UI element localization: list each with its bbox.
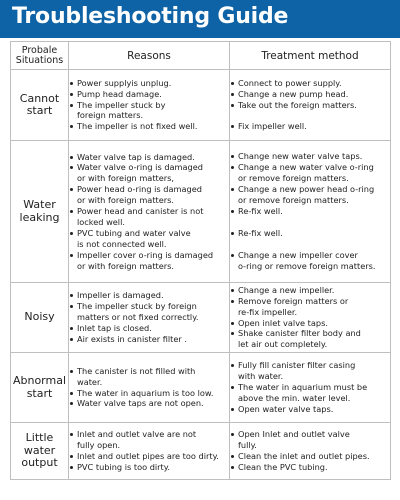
treatment-text: re-fix impeller. xyxy=(238,306,298,317)
treatment-text: Clean the inlet and outlet pipes. xyxy=(238,451,370,461)
treatment-text: Fully fill canister filter casing xyxy=(238,360,356,371)
reason-text: fully open. xyxy=(77,440,121,451)
situation-label: Little xyxy=(25,431,54,445)
reason-text: or with foreign matters, xyxy=(77,173,175,184)
treatment-list xyxy=(230,285,390,350)
treatment-item xyxy=(230,250,390,272)
treatment-item xyxy=(230,100,390,111)
table-row xyxy=(11,141,391,283)
reason-item xyxy=(69,334,229,345)
list-spacer xyxy=(230,217,390,228)
list-spacer xyxy=(230,239,390,250)
treatment-item xyxy=(230,151,390,162)
header-situation-line: Situations xyxy=(15,54,64,66)
treatment-cell xyxy=(230,283,391,353)
treatment-text: Open inlet valve taps. xyxy=(238,317,328,328)
situation-cell xyxy=(11,70,69,141)
list-spacer xyxy=(230,110,390,121)
reason-text: Impeller is damaged. xyxy=(77,290,164,301)
treatment-text: Re-fix well. xyxy=(238,227,283,238)
reason-text: The impeller stuck by foreign xyxy=(77,301,197,312)
treatment-text: Remove foreign matters or xyxy=(238,295,349,306)
reason-text: The water in aquarium is too low. xyxy=(77,387,214,398)
treatment-text: o-ring or remove foreign matters. xyxy=(238,260,376,271)
treatment-item xyxy=(230,462,390,473)
situation-cell xyxy=(11,423,69,480)
header-situation xyxy=(11,42,69,70)
treatment-item xyxy=(230,360,390,382)
reason-text: Air exists in canister filter . xyxy=(77,333,187,344)
situation-label: water xyxy=(23,443,56,457)
reason-list xyxy=(69,78,229,133)
situation-label: Water xyxy=(23,198,56,211)
treatment-text: Shake canister filter body and xyxy=(238,328,361,339)
reason-item xyxy=(69,451,229,462)
treatment-list xyxy=(230,78,390,133)
situation-label: Noisy xyxy=(24,310,55,324)
header-reasons: Reasons xyxy=(69,42,230,70)
reason-text: is not connected well. xyxy=(77,238,167,249)
reason-text: Inlet and outlet valve are not xyxy=(77,429,197,440)
reason-item xyxy=(69,250,229,272)
treatment-list xyxy=(230,151,390,271)
situation-label: Abnormal xyxy=(12,374,67,387)
reason-text: The canister is not filled with xyxy=(77,365,196,376)
treatment-list xyxy=(230,360,390,415)
treatment-item xyxy=(230,78,390,89)
treatment-text: Change new water valve taps. xyxy=(238,151,363,162)
reason-item xyxy=(69,398,229,409)
treatment-text: fully. xyxy=(238,440,257,451)
reason-item xyxy=(69,121,229,132)
treatment-list xyxy=(230,429,390,473)
reason-cell xyxy=(69,283,230,353)
reason-text: PVC tubing is too dirty. xyxy=(77,461,171,472)
reason-text: Water valve tap is damaged. xyxy=(77,151,195,162)
treatment-text: Change a new power head o-ring xyxy=(238,184,375,195)
table-row xyxy=(11,353,391,423)
treatment-text: Clean the PVC tubing. xyxy=(238,461,328,472)
treatment-item xyxy=(230,206,390,217)
reason-cell xyxy=(69,353,230,423)
reason-text: or with foreign matters. xyxy=(77,195,175,206)
treatment-text: Take out the foreign matters. xyxy=(238,99,357,110)
treatment-item xyxy=(230,89,390,100)
table-row xyxy=(11,283,391,353)
reason-item xyxy=(69,100,229,122)
treatment-cell xyxy=(230,423,391,480)
treatment-item xyxy=(230,285,390,296)
reason-text: foreign matters. xyxy=(77,110,144,121)
reason-item xyxy=(69,162,229,184)
treatment-item xyxy=(230,318,390,329)
reason-item xyxy=(69,366,229,388)
reason-text: Impeller cover o-ring is damaged xyxy=(77,249,214,260)
title-banner xyxy=(0,0,400,38)
treatment-text: Fix impeller well. xyxy=(238,121,307,132)
treatment-text: Change a new pump head. xyxy=(238,88,349,99)
reason-text: Power head o-ring is damaged xyxy=(77,184,202,195)
page-title: Troubleshooting Guide xyxy=(12,4,289,29)
reason-text: water. xyxy=(77,376,103,387)
treatment-item xyxy=(230,429,390,451)
reason-text: Inlet tap is closed. xyxy=(77,322,152,333)
reason-item xyxy=(69,462,229,473)
treatment-item xyxy=(230,404,390,415)
reason-item xyxy=(69,89,229,100)
reason-text: Inlet and outlet pipes are too dirty. xyxy=(77,451,219,461)
reason-text: or with foreign matters. xyxy=(77,260,175,271)
reason-list xyxy=(69,366,229,410)
reason-text: matters or not fixed correctly. xyxy=(77,312,199,323)
treatment-cell xyxy=(230,70,391,141)
treatment-text: let air out completely. xyxy=(238,339,328,350)
treatment-text: Connect to power supply. xyxy=(238,77,342,88)
situation-label: start xyxy=(26,386,53,400)
reason-item xyxy=(69,78,229,89)
treatment-text: Change a new impeller. xyxy=(238,284,335,295)
treatment-text: Open water valve taps. xyxy=(238,403,334,414)
treatment-item xyxy=(230,121,390,132)
reason-item xyxy=(69,206,229,228)
treatment-text: above the min. water level. xyxy=(238,392,351,403)
treatment-item xyxy=(230,184,390,206)
treatment-item xyxy=(230,228,390,239)
treatment-item xyxy=(230,296,390,318)
treatment-text: with water. xyxy=(238,371,284,382)
reason-text: Power head and canister is not xyxy=(77,206,204,217)
reason-cell xyxy=(69,141,230,283)
reason-text: Water valve taps are not open. xyxy=(77,398,204,409)
troubleshooting-table xyxy=(10,41,391,480)
treatment-cell xyxy=(230,141,391,283)
reason-item xyxy=(69,429,229,451)
treatment-item xyxy=(230,162,390,184)
table-row xyxy=(11,423,391,480)
reason-item xyxy=(69,301,229,323)
treatment-text: Change a new impeller cover xyxy=(238,249,358,260)
reason-text: The impeller is not fixed well. xyxy=(77,121,198,132)
situation-label: start xyxy=(26,104,53,117)
table-row xyxy=(11,70,391,141)
situation-label: leaking xyxy=(19,210,60,224)
situation-cell xyxy=(11,141,69,283)
reason-item xyxy=(69,184,229,206)
reason-item xyxy=(69,152,229,163)
reason-list xyxy=(69,290,229,345)
treatment-text: or remove foreign matters. xyxy=(238,173,349,184)
reason-cell xyxy=(69,70,230,141)
situation-cell xyxy=(11,283,69,353)
treatment-text: or remove foreign matters. xyxy=(238,195,349,206)
reason-item xyxy=(69,323,229,334)
reason-text: Power supplyis unplug. xyxy=(77,77,172,88)
reason-cell xyxy=(69,423,230,480)
situation-cell xyxy=(11,353,69,423)
reason-text: Pump head damage. xyxy=(77,88,162,99)
reason-item xyxy=(69,290,229,301)
treatment-text: Open Inlet and outlet valve xyxy=(238,429,350,440)
treatment-text: Change a new water valve o-ring xyxy=(238,162,374,173)
treatment-text: Re-fix well. xyxy=(238,205,283,216)
reason-text: locked well. xyxy=(77,216,125,227)
reason-text: Water valve o-ring is damaged xyxy=(77,162,203,173)
treatment-item xyxy=(230,328,390,350)
reason-list xyxy=(69,429,229,473)
treatment-item xyxy=(230,382,390,404)
treatment-cell xyxy=(230,353,391,423)
situation-label: output xyxy=(21,456,58,470)
reason-item xyxy=(69,388,229,399)
treatment-item xyxy=(230,451,390,462)
reason-text: The impeller stuck by xyxy=(77,99,166,110)
header-situation-line: Probale xyxy=(21,44,58,56)
treatment-text: The water in aquarium must be xyxy=(238,382,368,393)
reason-text: PVC tubing and water valve xyxy=(77,227,191,238)
reason-item xyxy=(69,228,229,250)
header-treatment: Treatment method xyxy=(230,42,391,70)
reason-list xyxy=(69,152,229,272)
situation-label: Cannot xyxy=(19,91,60,105)
header-row xyxy=(11,42,391,70)
